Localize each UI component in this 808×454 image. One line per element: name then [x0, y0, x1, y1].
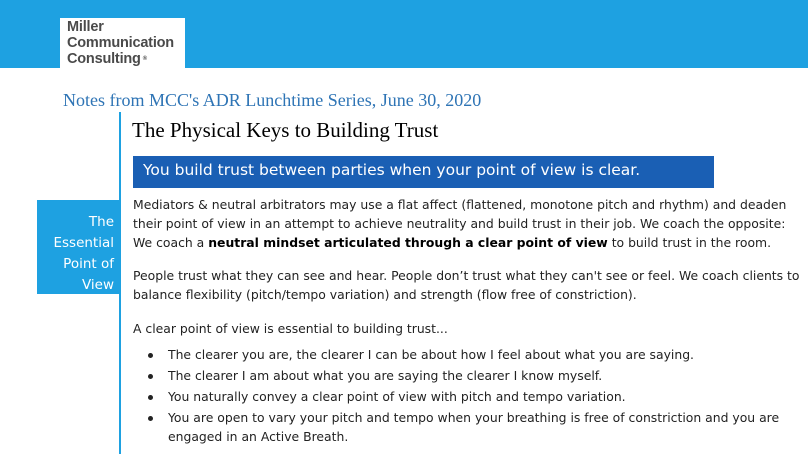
key-message-banner — [133, 156, 714, 188]
p1-bold: neutral mindset articulated through a clear point of view — [208, 235, 608, 250]
series-subheading: Notes from MCC's ADR Lunchtime Series, June 30, 2020 — [63, 90, 482, 110]
header-bar — [0, 0, 808, 68]
list-item-text: You are open to vary your pitch and tempo when your breathing is free of constriction and you are engaged in an Active Breath. — [168, 410, 780, 444]
page-title: The Physical Keys to Building Trust — [132, 118, 439, 142]
paragraph-neutrality — [133, 195, 803, 252]
list-item — [133, 345, 803, 364]
list-item-text: You naturally convey a clear point of view with pitch and tempo variation. — [168, 389, 626, 404]
list-item-text: The clearer I am about what you are saying the clearer I know myself. — [168, 368, 603, 383]
logo-line-3-text: Consulting — [67, 51, 141, 67]
logo-line-2: Communication — [67, 35, 174, 51]
bullet-dot-icon — [148, 374, 153, 379]
bullet-list — [133, 345, 803, 448]
list-item — [133, 366, 803, 385]
registered-mark: ® — [142, 56, 147, 62]
list-item-text: The clearer you are, the clearer I can be about how I feel about what you are saying. — [168, 347, 694, 362]
p1-start: Mediators & neutral arbitrators may use a flat affect (flattened, monotone pitch and rhythm) and deaden their point of view in an attempt to achieve neutrality and build trust in their job. We coach the opposite: We coach a — [133, 197, 787, 250]
logo-line-1: Miller — [67, 19, 104, 35]
list-item — [133, 408, 803, 446]
paragraph-trust: People trust what they can see and hear. People don’t trust what they can't see or feel. We coach clients to balance flexibility (pitch/tempo variation) and strength (flow free of constriction). — [133, 268, 800, 302]
paragraph-intro-bullets: A clear point of view is essential to building trust... — [133, 321, 448, 336]
sidebar-callout — [37, 200, 120, 294]
company-logo — [60, 18, 185, 68]
p1-end: to build trust in the room. — [607, 235, 772, 250]
list-item — [133, 387, 803, 406]
banner-text: You build trust between parties when your point of view is clear. — [143, 161, 641, 179]
bullet-dot-icon — [148, 416, 153, 421]
sidebar-callout-text: The Essential Point of View — [53, 214, 114, 293]
bullet-dot-icon — [148, 353, 153, 358]
logo-line-3 — [67, 52, 147, 67]
bullet-dot-icon — [148, 395, 153, 400]
